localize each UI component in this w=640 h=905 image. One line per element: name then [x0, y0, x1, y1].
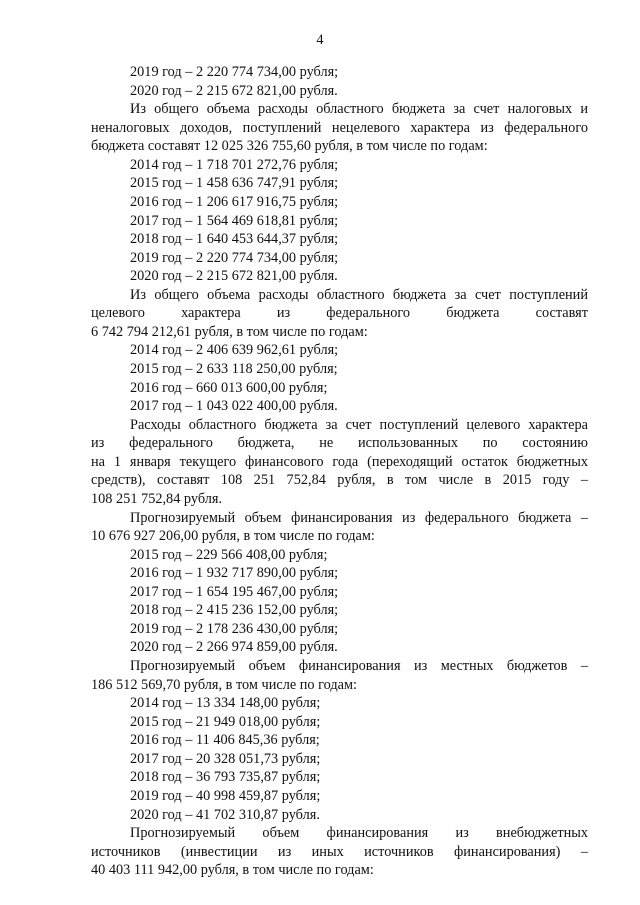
year-amount-line: 2020 год – 2 215 672 821,00 рубля. [130, 268, 338, 285]
year-amount-line: 2016 год – 660 013 600,00 рубля; [130, 379, 328, 396]
year-amount-line: 2019 год – 40 998 459,87 рубля; [130, 787, 321, 804]
paragraph-last-line: 10 676 927 206,00 рубля, в том числе по годам: [91, 528, 375, 545]
year-amount-line: 2017 год – 1 043 022 400,00 рубля. [130, 398, 338, 415]
paragraph-last-line: 6 742 794 212,61 рубля, в том числе по годам: [91, 323, 368, 340]
year-amount-line: 2015 год – 2 633 118 250,00 рубля; [130, 361, 338, 377]
year-amount-line: 2018 год – 1 640 453 644,37 рубля; [130, 231, 339, 248]
year-amount-line: 2017 год – 20 328 051,73 рубля; [130, 750, 321, 767]
year-amount-line: 2016 год – 1 932 717 890,00 рубля; [130, 565, 339, 582]
year-amount-line: 2015 год – 1 458 636 747,91 рубля; [130, 175, 339, 192]
paragraph-line: из федерального бюджета, не использованных по состоянию [91, 435, 588, 452]
year-amount-line: 2016 год – 11 406 845,36 рубля; [130, 732, 320, 749]
year-amount-line: 2018 год – 36 793 735,87 рубля; [130, 769, 321, 786]
year-amount-line: 2020 год – 2 266 974 859,00 рубля. [130, 639, 338, 656]
year-amount-line: 2018 год – 2 415 236 152,00 рубля; [130, 602, 339, 619]
year-amount-line: 2015 год – 229 566 408,00 рубля; [130, 546, 328, 563]
paragraph-first-line: Из общего объема расходы областного бюджета за счет поступлений [130, 286, 588, 303]
year-amount-line: 2017 год – 1 654 195 467,00 рубля; [130, 583, 339, 600]
year-amount-line: 2020 год – 2 215 672 821,00 рубля. [130, 82, 338, 99]
paragraph-last-line: бюджета составят 12 025 326 755,60 рубля, в том числе по годам: [91, 138, 488, 155]
paragraph-line: на 1 января текущего финансового года (переходящий остаток бюджетных [91, 453, 588, 470]
year-amount-line: 2016 год – 1 206 617 916,75 рубля; [130, 193, 339, 210]
paragraph-last-line: 108 251 752,84 рубля. [91, 490, 223, 507]
paragraph-first-line: Прогнозируемый объем финансирования из внебюджетных [130, 825, 588, 842]
year-amount-line: 2019 год – 2 220 774 734,00 рубля; [130, 249, 339, 266]
paragraph-line: целевого характера из федерального бюджета составят [91, 305, 588, 322]
year-amount-line: 2014 год – 2 406 639 962,61 рубля; [130, 342, 339, 359]
year-amount-line: 2014 год – 1 718 701 272,76 рубля; [130, 156, 339, 173]
year-amount-line: 2015 год – 21 949 018,00 рубля; [130, 713, 321, 730]
year-amount-line: 2017 год – 1 564 469 618,81 рубля; [130, 212, 339, 229]
paragraph-first-line: Из общего объема расходы областного бюджета за счет налоговых и [130, 101, 588, 118]
paragraph-last-line: 40 403 111 942,00 рубля, в том числе по годам: [91, 862, 374, 879]
year-amount-line: 2020 год – 41 702 310,87 рубля. [130, 806, 320, 823]
page-number: 4 [316, 32, 324, 48]
paragraph-first-line: Прогнозируемый объем финансирования из местных бюджетов – [130, 658, 588, 674]
paragraph-line: средств), составят 108 251 752,84 рубля, в том числе в 2015 году – [91, 472, 588, 489]
document-body [91, 63, 588, 880]
paragraph-line: источников (инвестиции из иных источников финансирования) – [91, 843, 588, 860]
paragraph-line: неналоговых доходов, поступлений нецелевого характера из федерального [91, 119, 588, 136]
paragraph-first-line: Расходы областного бюджета за счет поступлений целевого характера [130, 416, 588, 433]
year-amount-line: 2014 год – 13 334 148,00 рубля; [130, 695, 321, 712]
year-amount-line: 2019 год – 2 220 774 734,00 рубля; [130, 64, 339, 80]
paragraph-last-line: 186 512 569,70 рубля, в том числе по годам: [91, 676, 358, 693]
paragraph-first-line: Прогнозируемый объем финансирования из федерального бюджета – [130, 509, 588, 526]
year-amount-line: 2019 год – 2 178 236 430,00 рубля; [130, 620, 339, 637]
